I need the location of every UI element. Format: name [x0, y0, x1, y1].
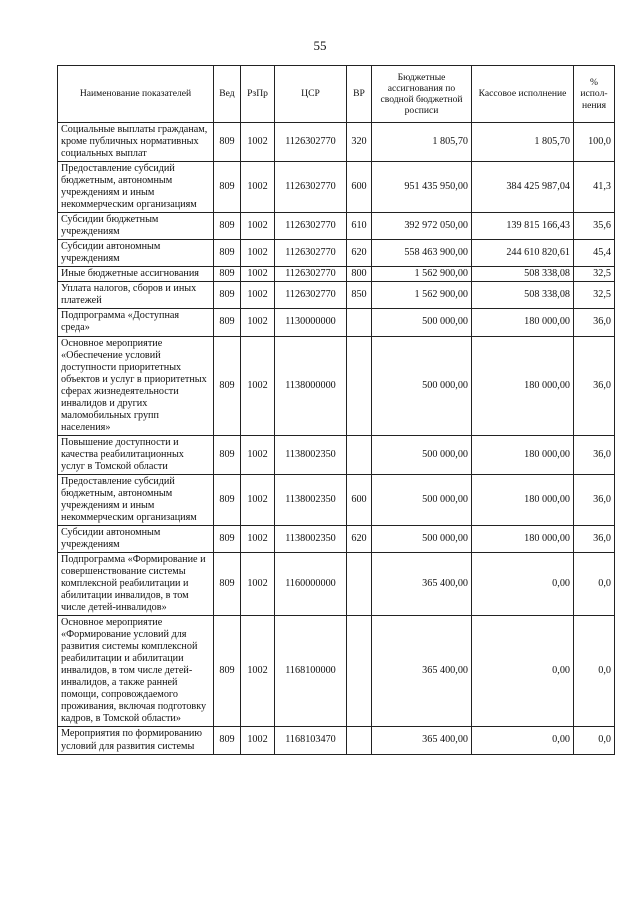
- row-rzpr: 1002: [241, 336, 275, 435]
- row-cash: 180 000,00: [472, 525, 574, 552]
- row-vr: 610: [347, 213, 372, 240]
- row-cash: 180 000,00: [472, 336, 574, 435]
- table-row: [58, 213, 615, 240]
- row-budget: 500 000,00: [372, 474, 472, 525]
- row-vr: [347, 553, 372, 616]
- row-budget: 500 000,00: [372, 435, 472, 474]
- row-vr: 620: [347, 240, 372, 267]
- row-ved: 809: [214, 267, 241, 282]
- table-row: [58, 162, 615, 213]
- row-percent: 41,3: [574, 162, 615, 213]
- row-csr: 1138002350: [275, 525, 347, 552]
- row-csr: 1126302770: [275, 282, 347, 309]
- row-ved: 809: [214, 240, 241, 267]
- row-budget: 1 562 900,00: [372, 282, 472, 309]
- row-rzpr: 1002: [241, 309, 275, 336]
- row-cash: 139 815 166,43: [472, 213, 574, 240]
- row-csr: 1168103470: [275, 727, 347, 754]
- row-ved: 809: [214, 727, 241, 754]
- row-percent: 32,5: [574, 282, 615, 309]
- row-cash: 244 610 820,61: [472, 240, 574, 267]
- row-percent: 36,0: [574, 474, 615, 525]
- row-percent: 0,0: [574, 727, 615, 754]
- table-row: [58, 727, 615, 754]
- table-row: [58, 309, 615, 336]
- row-budget: 1 562 900,00: [372, 267, 472, 282]
- row-ved: 809: [214, 474, 241, 525]
- table-row: [58, 435, 615, 474]
- row-vr: [347, 435, 372, 474]
- row-rzpr: 1002: [241, 435, 275, 474]
- row-percent: 36,0: [574, 336, 615, 435]
- row-percent: 0,0: [574, 553, 615, 616]
- row-csr: 1168100000: [275, 616, 347, 727]
- row-ved: 809: [214, 309, 241, 336]
- row-ved: 809: [214, 162, 241, 213]
- row-budget: 500 000,00: [372, 309, 472, 336]
- table-row: [58, 240, 615, 267]
- row-budget: 365 400,00: [372, 727, 472, 754]
- row-name: Повышение доступности и качества реабилитационных услуг в Томской области: [58, 435, 214, 474]
- row-vr: [347, 309, 372, 336]
- row-name: Социальные выплаты гражданам, кроме публичных нормативных социальных выплат: [58, 123, 214, 162]
- row-percent: 45,4: [574, 240, 615, 267]
- row-ved: 809: [214, 616, 241, 727]
- row-ved: 809: [214, 123, 241, 162]
- row-rzpr: 1002: [241, 553, 275, 616]
- column-header-percent: % испол-нения: [574, 66, 615, 123]
- row-csr: 1138002350: [275, 435, 347, 474]
- table-header-row: [58, 66, 615, 123]
- row-name: Подпрограмма «Доступная среда»: [58, 309, 214, 336]
- row-csr: 1160000000: [275, 553, 347, 616]
- row-vr: 800: [347, 267, 372, 282]
- row-vr: [347, 727, 372, 754]
- row-budget: 365 400,00: [372, 616, 472, 727]
- row-vr: 600: [347, 474, 372, 525]
- row-rzpr: 1002: [241, 240, 275, 267]
- table-row: [58, 525, 615, 552]
- row-csr: 1130000000: [275, 309, 347, 336]
- row-ved: 809: [214, 336, 241, 435]
- column-header-ved: Вед: [214, 66, 241, 123]
- row-name: Предоставление субсидий бюджетным, автономным учреждениям и иным некоммерческим организациям: [58, 162, 214, 213]
- row-vr: [347, 616, 372, 727]
- row-cash: 180 000,00: [472, 474, 574, 525]
- row-cash: 180 000,00: [472, 309, 574, 336]
- row-name: Подпрограмма «Формирование и совершенствование системы комплексной реабилитации и абилитации инвалидов, в том числе детей-инвалидов»: [58, 553, 214, 616]
- row-percent: 36,0: [574, 309, 615, 336]
- row-ved: 809: [214, 553, 241, 616]
- row-cash: 180 000,00: [472, 435, 574, 474]
- row-rzpr: 1002: [241, 267, 275, 282]
- row-name: Основное мероприятие «Формирование условий для развития системы комплексной реабилитации и абилитации инвалидов, в том числе детей-инвалидов, а также ранней помощи, сопровождаемого проживания, включая подготовку кадров, в Томской области»: [58, 616, 214, 727]
- table-row: [58, 336, 615, 435]
- row-rzpr: 1002: [241, 282, 275, 309]
- row-percent: 100,0: [574, 123, 615, 162]
- page-number: 55: [313, 38, 327, 53]
- row-rzpr: 1002: [241, 525, 275, 552]
- column-header-rzpr: РзПр: [241, 66, 275, 123]
- row-percent: 35,6: [574, 213, 615, 240]
- row-cash: 508 338,08: [472, 282, 574, 309]
- row-budget: 500 000,00: [372, 336, 472, 435]
- row-name: Мероприятия по формированию условий для развития системы: [58, 727, 214, 754]
- row-name: Уплата налогов, сборов и иных платежей: [58, 282, 214, 309]
- row-cash: 1 805,70: [472, 123, 574, 162]
- row-vr: 600: [347, 162, 372, 213]
- row-percent: 0,0: [574, 616, 615, 727]
- row-budget: 1 805,70: [372, 123, 472, 162]
- row-ved: 809: [214, 282, 241, 309]
- row-cash: 0,00: [472, 616, 574, 727]
- row-csr: 1126302770: [275, 213, 347, 240]
- row-name: Иные бюджетные ассигнования: [58, 267, 214, 282]
- row-csr: 1126302770: [275, 123, 347, 162]
- table-row: [58, 616, 615, 727]
- column-header-name: Наименование показателей: [58, 66, 214, 123]
- row-name: Субсидии автономным учреждениям: [58, 525, 214, 552]
- row-vr: 850: [347, 282, 372, 309]
- row-csr: 1126302770: [275, 240, 347, 267]
- row-budget: 558 463 900,00: [372, 240, 472, 267]
- row-vr: [347, 336, 372, 435]
- row-ved: 809: [214, 213, 241, 240]
- table-row: [58, 553, 615, 616]
- row-budget: 365 400,00: [372, 553, 472, 616]
- row-rzpr: 1002: [241, 727, 275, 754]
- row-name: Субсидии бюджетным учреждениям: [58, 213, 214, 240]
- table-row: [58, 474, 615, 525]
- row-name: Предоставление субсидий бюджетным, автономным учреждениям и иным некоммерческим организациям: [58, 474, 214, 525]
- row-csr: 1126302770: [275, 267, 347, 282]
- row-percent: 36,0: [574, 525, 615, 552]
- row-vr: 620: [347, 525, 372, 552]
- table-row: [58, 267, 615, 282]
- row-cash: 508 338,08: [472, 267, 574, 282]
- row-rzpr: 1002: [241, 123, 275, 162]
- row-rzpr: 1002: [241, 474, 275, 525]
- row-percent: 36,0: [574, 435, 615, 474]
- row-rzpr: 1002: [241, 162, 275, 213]
- row-csr: 1138000000: [275, 336, 347, 435]
- row-rzpr: 1002: [241, 213, 275, 240]
- budget-execution-table: [57, 65, 615, 755]
- row-csr: 1138002350: [275, 474, 347, 525]
- column-header-csr: ЦСР: [275, 66, 347, 123]
- row-budget: 392 972 050,00: [372, 213, 472, 240]
- row-cash: 384 425 987,04: [472, 162, 574, 213]
- row-rzpr: 1002: [241, 616, 275, 727]
- table-row: [58, 123, 615, 162]
- row-ved: 809: [214, 435, 241, 474]
- row-name: Основное мероприятие «Обеспечение условий доступности приоритетных объектов и услуг в приоритетных сферах жизнедеятельности инвалидов и других маломобильных групп населения»: [58, 336, 214, 435]
- row-csr: 1126302770: [275, 162, 347, 213]
- row-ved: 809: [214, 525, 241, 552]
- column-header-budget: Бюджетные ассигнования по сводной бюджетной росписи: [372, 66, 472, 123]
- column-header-cash: Кассовое исполнение: [472, 66, 574, 123]
- row-cash: 0,00: [472, 553, 574, 616]
- row-vr: 320: [347, 123, 372, 162]
- table-row: [58, 282, 615, 309]
- row-name: Субсидии автономным учреждениям: [58, 240, 214, 267]
- row-percent: 32,5: [574, 267, 615, 282]
- row-budget: 500 000,00: [372, 525, 472, 552]
- column-header-vr: ВР: [347, 66, 372, 123]
- row-budget: 951 435 950,00: [372, 162, 472, 213]
- row-cash: 0,00: [472, 727, 574, 754]
